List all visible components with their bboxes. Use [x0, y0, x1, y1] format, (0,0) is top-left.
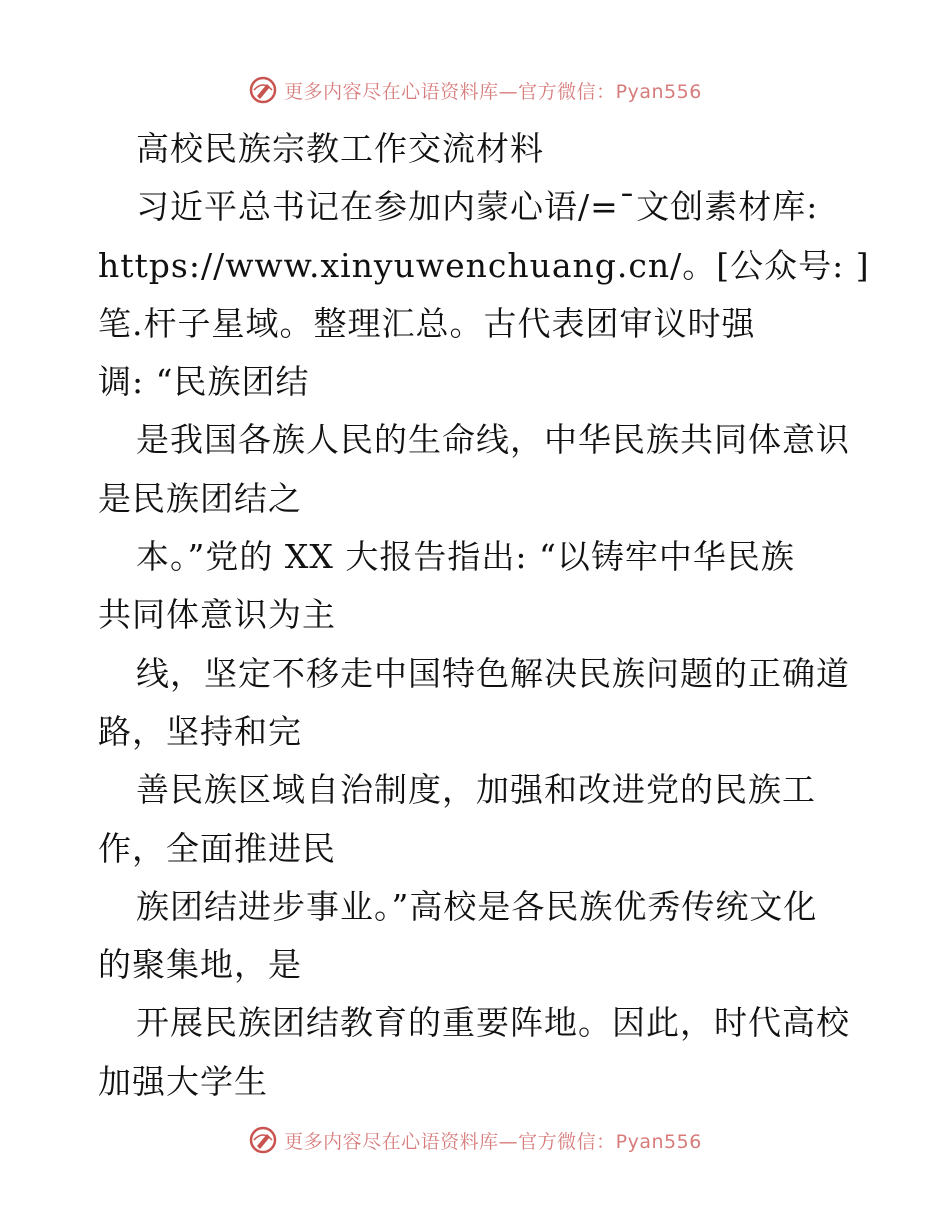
doc-line: 作，全面推进民 — [98, 828, 336, 868]
doc-title: 高校民族宗教工作交流材料 — [136, 129, 544, 168]
doc-line: 本。”党的 XX 大报告指出: “以铸牢中华民族 — [136, 537, 795, 577]
doc-line: 笔.杆子星域。整理汇总。古代表团审议时强 — [98, 303, 756, 343]
doc-line: 开展民族团结教育的重要阵地。因此，时代高校 — [136, 1003, 850, 1043]
doc-line: 是我国各族人民的生命线，中华民族共同体意识 — [136, 420, 850, 460]
doc-line: 族团结进步事业。”高校是各民族优秀传统文化 — [136, 886, 818, 926]
doc-line: 习近平总书记在参加内蒙心语/=¯文创素材库: — [136, 187, 819, 227]
doc-line: 线，坚定不移走中国特色解决民族问题的正确道 — [136, 653, 850, 693]
pen-logo-icon — [248, 75, 278, 105]
doc-line: 共同体意识为主 — [98, 595, 336, 635]
header-banner-text: 更多内容尽在心语资料库—官方微信：Pyan556 — [284, 80, 702, 103]
doc-line: https://www.xinyuwenchuang.cn/。[公众号: ] — [98, 245, 870, 285]
doc-line: 调: “民族团结 — [98, 362, 310, 402]
footer-banner — [0, 1120, 950, 1160]
doc-line: 加强大学生 — [98, 1061, 268, 1101]
doc-line: 是民族团结之 — [98, 478, 302, 518]
header-banner — [0, 70, 950, 110]
doc-line: 路，坚持和完 — [98, 711, 302, 751]
footer-banner-text: 更多内容尽在心语资料库—官方微信：Pyan556 — [284, 1130, 702, 1153]
pen-logo-icon — [248, 1125, 278, 1155]
doc-line: 善民族区域自治制度，加强和改进党的民族工 — [136, 770, 816, 810]
document-body — [98, 120, 870, 1111]
doc-line: 的聚集地，是 — [98, 945, 302, 985]
